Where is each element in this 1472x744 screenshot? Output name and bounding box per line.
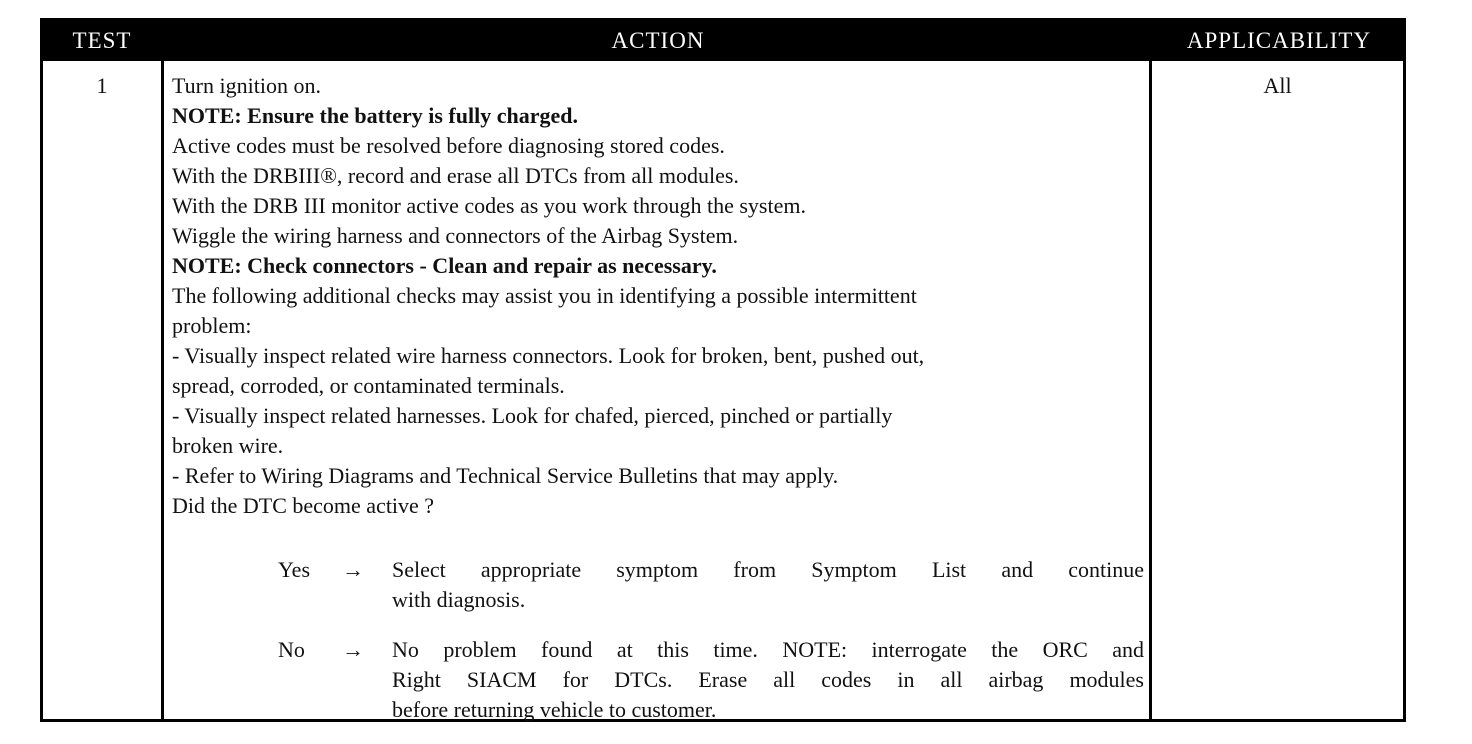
action-cell (172, 71, 1144, 722)
no-label: No (278, 637, 305, 662)
action-line: The following additional checks may assist you in identifying a possible intermittent (172, 283, 917, 308)
yes-text-line: Select appropriate symptom from Symptom List and continue (392, 557, 1144, 582)
action-line: Active codes must be resolved before diagnosing stored codes. (172, 133, 725, 158)
action-line: broken wire. (172, 433, 284, 458)
no-text-line: Right SIACM for DTCs. Erase all codes in all airbag modules (392, 667, 1144, 692)
diagnostic-test-table (40, 18, 1406, 722)
applicability-value: All (1263, 73, 1292, 98)
action-line: - Visually inspect related wire harness connectors. Look for broken, bent, pushed out, (172, 343, 925, 368)
column-divider (161, 61, 164, 719)
no-text-line: before returning vehicle to customer. (392, 697, 717, 722)
yes-label: Yes (278, 557, 311, 582)
table-header (43, 21, 1403, 61)
header-test: TEST (72, 28, 132, 53)
yes-text (392, 555, 1144, 615)
arrow-icon: → (342, 557, 364, 582)
no-text-line: No problem found at this time. NOTE: interrogate the ORC and (392, 637, 1144, 662)
action-line: With the DRBIII®, record and erase all DTCs from all modules. (172, 163, 739, 188)
note-line: NOTE: Ensure the battery is fully charged. (172, 103, 578, 128)
question-line: Did the DTC become active ? (172, 493, 435, 518)
action-line: spread, corroded, or contaminated terminals. (172, 373, 565, 398)
column-divider (1149, 61, 1152, 719)
no-text (392, 635, 1144, 725)
action-line: - Visually inspect related harnesses. Look for chafed, pierced, pinched or partially (172, 403, 893, 428)
header-action: ACTION (611, 28, 705, 53)
arrow-icon: → (342, 637, 364, 662)
test-number: 1 (96, 73, 108, 98)
yes-text-line: with diagnosis. (392, 587, 526, 612)
note-line: NOTE: Check connectors - Clean and repair as necessary. (172, 253, 717, 278)
action-line: problem: (172, 313, 252, 338)
action-line: With the DRB III monitor active codes as you work through the system. (172, 193, 806, 218)
action-line: Turn ignition on. (172, 73, 321, 98)
action-line: Wiggle the wiring harness and connectors of the Airbag System. (172, 223, 739, 248)
header-applicability: APPLICABILITY (1186, 28, 1372, 53)
action-line: - Refer to Wiring Diagrams and Technical Service Bulletins that may apply. (172, 463, 839, 488)
